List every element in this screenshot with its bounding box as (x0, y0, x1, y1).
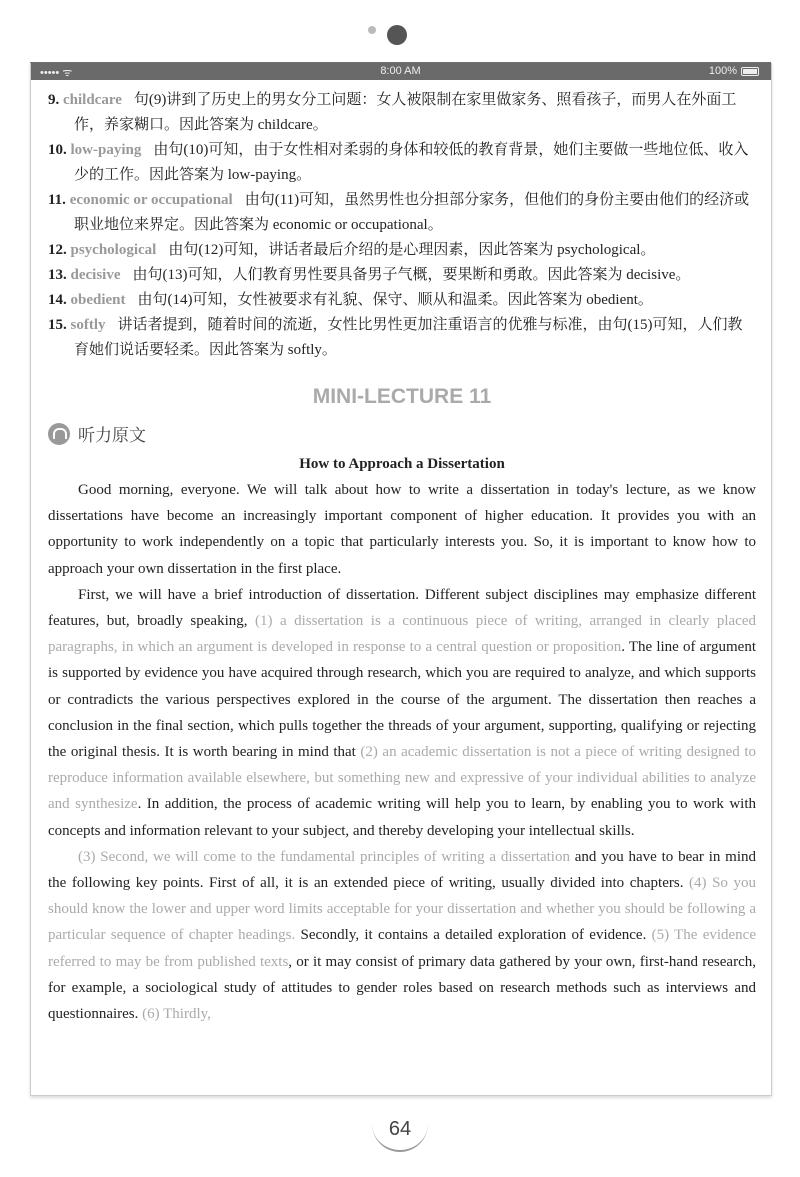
lecture-title: How to Approach a Dissertation (299, 456, 505, 472)
answer-number: 10. (48, 142, 67, 158)
answer-number: 9. (48, 92, 60, 108)
section-heading-label: 听力原文 (78, 426, 146, 445)
answer-item (48, 238, 756, 263)
answer-explanation: 由句(10)可知，由于女性相对柔弱的身体和较低的教育背景，她们主要做一些地位低、收入少的工作。因此答案为 low-paying。 (74, 142, 749, 183)
transcript-text: Good morning, everyone. We will talk about how to write a dissertation in today's lecture, as we know dissertations have become an increasingly important component of higher education. It provides you with an opportunity to work independently on a topic that particularly interests you. So, it is important to know how to approach your own dissertation in the first place. (48, 482, 756, 577)
status-time: 8:00 AM (380, 65, 421, 77)
headphones-icon (48, 423, 70, 445)
answer-explanation: 由句(12)可知，讲话者最后介绍的是心理因素，因此答案为 psychological。 (168, 242, 656, 258)
answer-explanation: 由句(14)可知，女性被要求有礼貌、保守、顺从和温柔。因此答案为 obedient。 (137, 292, 653, 308)
answer-item (48, 188, 756, 238)
page-content (48, 88, 756, 1027)
highlighted-sentence: (2) an academic dissertation is not a piece of writing designed to reproduce information available elsewhere, but something new and expressive of your individual abilities to analyze and synthesize (48, 744, 756, 813)
front-camera (368, 26, 376, 34)
answer-keyword: low-paying (70, 142, 142, 158)
section-title: MINI-LECTURE 11 (312, 385, 492, 408)
transcript-text: , or it may consist of primary data gathered by your own, first-hand research, for example, a sociological study of attitudes to gender roles based on research methods such as interviews and questionnaires. (48, 953, 756, 1023)
highlighted-sentence: (5) The evidence referred to may be from published texts (48, 927, 756, 970)
answer-item (48, 313, 756, 363)
highlighted-sentence: (1) a dissertation is a continuous piece of writing, arranged in clearly placed paragraphs, in which an argument is developed in response to a central question or proposition (48, 613, 756, 656)
highlighted-sentence: (6) Thirdly, (142, 1006, 211, 1023)
answer-keyword: psychological (70, 242, 157, 258)
answer-number: 12. (48, 242, 67, 258)
transcript-text: . The line of argument is supported by evidence you have acquired through research, which you are required to analyze, and which supports or contradicts the various perspectives explored in the course of the argument. The dissertation then reaches a conclusion in the final section, which pulls together the threads of your argument, supporting, qualifying or rejecting the original thesis. It is worth bearing in mind that (48, 639, 756, 761)
answer-number: 13. (48, 267, 67, 283)
transcript-paragraph (48, 582, 756, 844)
answer-explanation: 句(9)讲到了历史上的男女分工问题：女人被限制在家里做家务、照看孩子，而男人在外面工作，养家糊口。因此答案为 childcare。 (74, 92, 737, 133)
page-number: 64 (372, 1108, 428, 1152)
transcript-text: First, we will have a brief introduction of dissertation. Different subject disciplines may emphasize different features, but, broadly speaking, (48, 586, 756, 630)
highlighted-sentence: (4) So you should know the lower and upper word limits acceptable for your dissertation and whether you should be following a particular sequence of chapter headings. (48, 875, 756, 944)
transcript-paragraph (48, 477, 756, 582)
camera-sensor (387, 25, 407, 45)
highlighted-sentence: (3) Second, we will come to the fundamental principles of writing a dissertation (78, 848, 570, 865)
transcript-text: . In addition, the process of academic writing will help you to learn, by enabling you to work with concepts and information relevant to your subject, and thereby developing your intellectual skills. (48, 796, 756, 839)
answer-item (48, 88, 756, 138)
answer-item (48, 138, 756, 188)
transcript-paragraph (48, 844, 756, 1027)
answer-keyword: obedient (70, 292, 126, 308)
battery-percent: 100% (708, 65, 737, 77)
answer-list (48, 88, 756, 363)
section-heading (48, 421, 756, 446)
answer-item (48, 263, 756, 288)
answer-explanation: 由句(13)可知，人们教育男性要具备男子气概，要果断和勇敢。因此答案为 decisive。 (132, 267, 691, 283)
answer-keyword: softly (70, 317, 106, 333)
signal-wifi-icon: ••••• ᯤ (40, 67, 73, 79)
transcript-text: and you have to bear in mind the following key points. First of all, it is an extended piece of writing, usually divided into chapters. (48, 848, 756, 892)
transcript-text: Secondly, it contains a detailed exploration of evidence. (295, 927, 652, 944)
answer-keyword: decisive (70, 267, 121, 283)
answer-item (48, 288, 756, 313)
answer-explanation: 由句(11)可知，虽然男性也分担部分家务，但他们的身份主要由他们的经济或职业地位来界定。因此答案为 economic or occupational。 (74, 192, 750, 233)
answer-number: 14. (48, 292, 67, 308)
answer-number: 15. (48, 317, 67, 333)
lecture-transcript (48, 477, 756, 1027)
answer-keyword: economic or occupational (69, 192, 233, 208)
answer-number: 11. (48, 192, 66, 208)
answer-keyword: childcare (63, 92, 122, 108)
answer-explanation: 讲话者提到，随着时间的流逝，女性比男性更加注重语言的优雅与标准，由句(15)可知，人们教育她们说话要轻柔。因此答案为 softly。 (74, 317, 743, 358)
